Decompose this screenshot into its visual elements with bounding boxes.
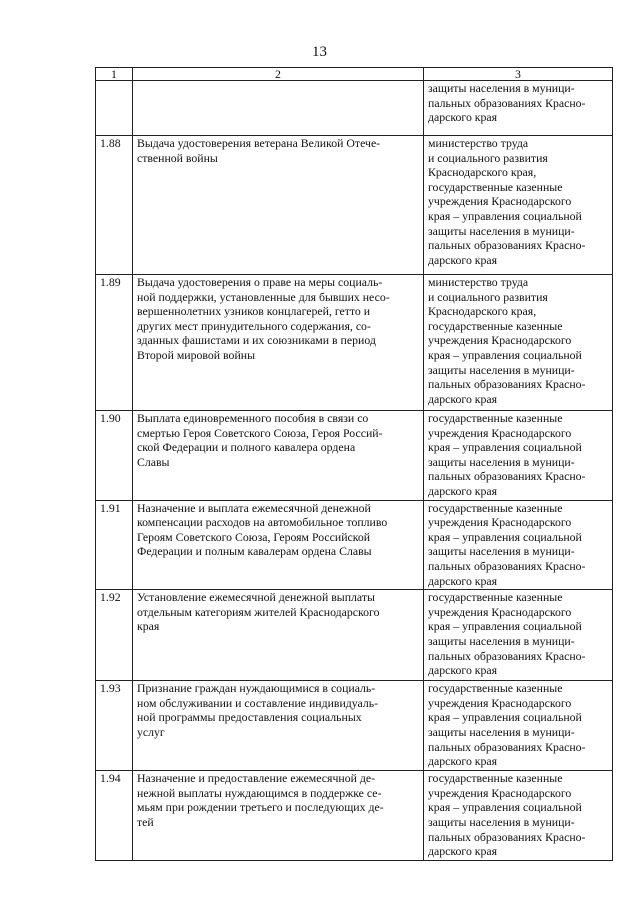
row-number: 1.92 — [96, 590, 133, 681]
responsible-agency: министерство труда и социального развития Краснодарского края, государственные казенные учреждения Краснодарского края – управления социальной защиты населения в муници- пальных образованиях Красно- дарского края — [424, 136, 613, 275]
service-description: Назначение и предоставление ежемесячной де- нежной выплаты нуждающимся в поддержке се- мьям при рождении третьего и последующих де- тей — [133, 771, 424, 861]
row-number — [96, 81, 133, 136]
responsible-agency: государственные казенные учреждения Краснодарского края – управления социальной защиты населения в муници- пальных образованиях Красно- дарского края — [424, 500, 613, 590]
table-row — [96, 500, 613, 590]
row-number: 1.91 — [96, 500, 133, 590]
responsible-agency: государственные казенные учреждения Краснодарского края – управления социальной защиты населения в муници- пальных образованиях Красно- дарского края — [424, 590, 613, 681]
table-row — [96, 136, 613, 275]
row-number: 1.90 — [96, 411, 133, 501]
service-description: Выдача удостоверения ветерана Великой Отече- ственной войны — [133, 136, 424, 275]
responsible-agency: защиты населения в муници- пальных образованиях Красно- дарского края — [424, 81, 613, 136]
table-row — [96, 590, 613, 681]
table-row — [96, 771, 613, 861]
page-number: 13 — [312, 44, 327, 60]
responsible-agency: государственные казенные учреждения Краснодарского края – управления социальной защиты населения в муници- пальных образованиях Красно- дарского края — [424, 771, 613, 861]
row-number: 1.94 — [96, 771, 133, 861]
table-header-row — [96, 68, 613, 81]
table-row — [96, 275, 613, 411]
table-row — [96, 81, 613, 136]
service-description: Выдача удостоверения о праве на меры социаль- ной поддержки, установленные для бывших несо- вершеннолетних узников концлагерей, гетто и других мест принудительного содержания, со- зданных фашистами и их союзниками в период Второй мировой войны — [133, 275, 424, 411]
service-description: Выплата единовременного пособия в связи со смертью Героя Советского Союза, Героя Россий- ской Федерации и полного кавалера ордена Славы — [133, 411, 424, 501]
row-number: 1.88 — [96, 136, 133, 275]
service-description — [133, 81, 424, 136]
row-number: 1.89 — [96, 275, 133, 411]
service-description: Установление ежемесячной денежной выплаты отдельным категориям жителей Краснодарского края — [133, 590, 424, 681]
responsible-agency: министерство труда и социального развития Краснодарского края, государственные казенные учреждения Краснодарского края – управления социальной защиты населения в муници- пальных образованиях Красно- дарского края — [424, 275, 613, 411]
responsible-agency: государственные казенные учреждения Краснодарского края – управления социальной защиты населения в муници- пальных образованиях Красно- дарского края — [424, 411, 613, 501]
table-row — [96, 411, 613, 501]
table-row — [96, 681, 613, 771]
column-header-3: 3 — [424, 68, 613, 81]
services-table — [95, 67, 613, 861]
row-number: 1.93 — [96, 681, 133, 771]
column-header-1: 1 — [96, 68, 133, 81]
service-description: Признание граждан нуждающимися в социаль- ном обслуживании и составление индивидуаль- ной программы предоставления социальных услуг — [133, 681, 424, 771]
column-header-2: 2 — [133, 68, 424, 81]
responsible-agency: государственные казенные учреждения Краснодарского края – управления социальной защиты населения в муници- пальных образованиях Красно- дарского края — [424, 681, 613, 771]
service-description: Назначение и выплата ежемесячной денежной компенсации расходов на автомобильное топливо Героям Советского Союза, Героям Российской Федерации и полным кавалерам ордена Славы — [133, 500, 424, 590]
